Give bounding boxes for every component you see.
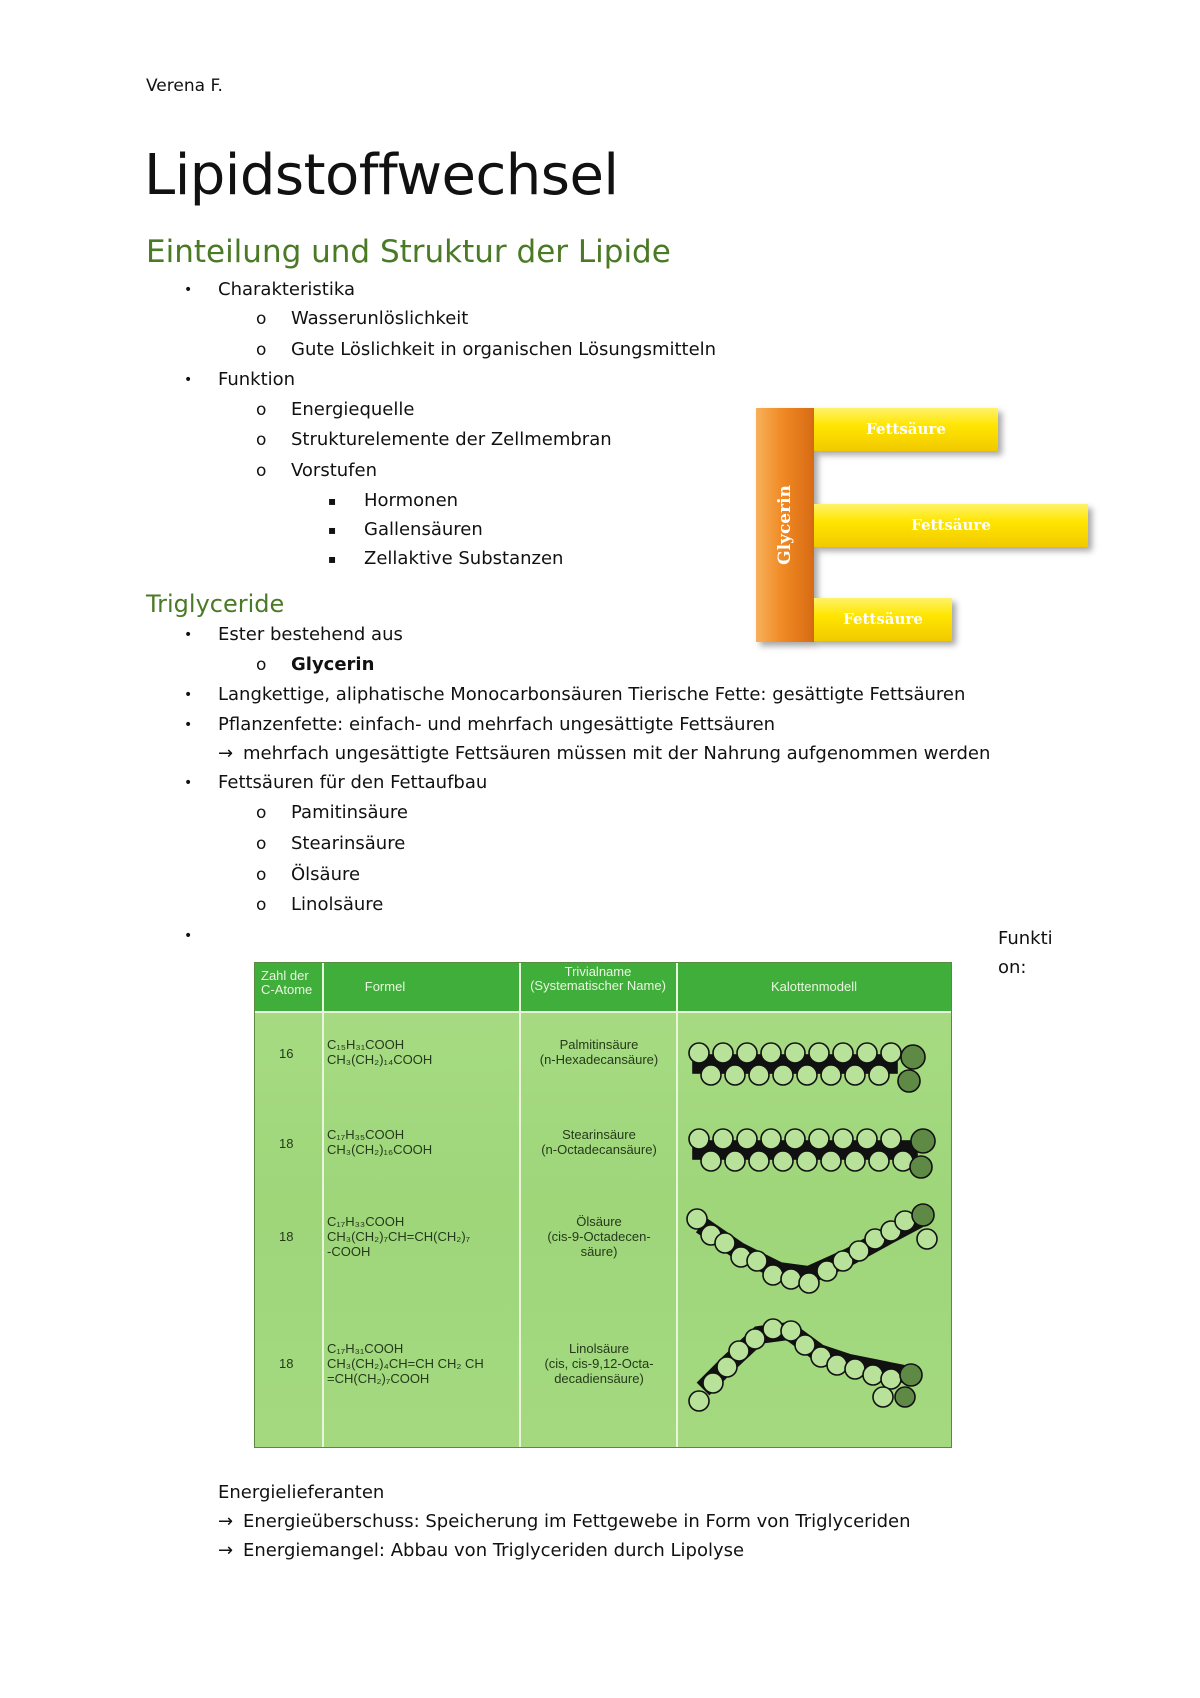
circle-bullet-icon: o — [256, 655, 267, 675]
table-cell-name: (n-Octadecansäure) — [541, 1142, 657, 1157]
table-cell-formel: CH₃(CH₂)₇CH=CH(CH₂)₇ — [327, 1229, 471, 1244]
table-cell-name: (n-Hexadecansäure) — [539, 1052, 659, 1067]
square-bullet-icon: ▪ — [328, 552, 337, 566]
table-cell-name: (cis, cis-9,12-Octa- — [544, 1356, 654, 1371]
circle-bullet-icon: o — [256, 309, 267, 329]
square-bullet-icon: ▪ — [328, 494, 337, 508]
table-cell-c: 16 — [279, 1046, 294, 1061]
circle-bullet-icon: o — [256, 803, 267, 823]
table-header-kalottenmodell: Kalottenmodell — [771, 979, 857, 994]
table-cell-formel: C₁₇H₃₃COOH — [327, 1214, 405, 1229]
list-item-gallensaeuren: Gallensäuren — [364, 519, 483, 540]
table-cell-name: säure) — [580, 1244, 618, 1259]
list-item-ester: Ester bestehend aus — [218, 624, 403, 645]
list-item-langkettige: Langkettige, aliphatische Monocarbonsäuren Tierische Fette: gesättigte Fettsäuren — [218, 684, 966, 705]
list-item-funktion: Funktion — [218, 369, 296, 390]
bullet-icon: • — [184, 627, 193, 643]
list-item-pflanzenfette: Pflanzenfette: einfach- und mehrfach ungesättigte Fettsäuren — [218, 714, 776, 735]
funktion-label-part: on: — [998, 957, 1027, 978]
circle-bullet-icon: o — [256, 400, 267, 420]
molecule-palmitinsaeure — [689, 1043, 925, 1092]
circle-bullet-icon: o — [256, 430, 267, 450]
table-cell-c: 18 — [279, 1136, 294, 1151]
list-item-strukturelemente: Strukturelemente der Zellmembran — [291, 429, 612, 450]
list-item-wasserunloeslichkeit: Wasserunlöslichkeit — [291, 308, 469, 329]
funktion-label — [998, 924, 1053, 982]
bullet-icon: • — [184, 717, 193, 733]
fettsaeure-block: Fettsäure — [814, 598, 952, 641]
circle-bullet-icon: o — [256, 340, 267, 360]
table-cell-c: 18 — [279, 1229, 294, 1244]
table-cell-name: Ölsäure — [576, 1214, 622, 1229]
section-heading-einteilung: Einteilung und Struktur der Lipide — [146, 234, 671, 270]
table-header-formel: Formel — [364, 979, 406, 994]
energiemangel-text: Energiemangel: Abbau von Triglyceriden durch Lipolyse — [243, 1540, 745, 1561]
circle-bullet-icon: o — [256, 865, 267, 885]
bullet-icon: • — [184, 687, 193, 703]
section-heading-triglyceride: Triglyceride — [146, 590, 285, 618]
table-cell-formel: C₁₅H₃₁COOH — [327, 1037, 405, 1052]
list-item-hormonen: Hormonen — [364, 490, 459, 511]
bullet-icon: • — [184, 928, 193, 944]
table-cell-c: 18 — [279, 1356, 294, 1371]
table-cell-formel: CH₃(CH₂)₁₆COOH — [327, 1142, 433, 1157]
funktion-label-part: Funkti — [998, 928, 1053, 949]
bullet-icon: • — [184, 775, 193, 791]
list-item-acid: Stearinsäure — [291, 833, 406, 854]
list-item-zellaktive: Zellaktive Substanzen — [364, 548, 564, 569]
fatty-acid-table — [254, 962, 952, 1448]
table-cell-formel: CH₃(CH₂)₄CH=CH CH₂ CH — [327, 1356, 484, 1371]
arrow-icon: → — [218, 743, 234, 764]
molecule-linolsaeure — [689, 1319, 922, 1411]
list-item-glycerin: Glycerin — [291, 654, 375, 675]
bullet-icon: • — [184, 372, 193, 388]
glycerin-label: Glycerin — [775, 485, 795, 565]
table-divider — [322, 963, 324, 1447]
table-cell-formel: CH₃(CH₂)₁₄COOH — [327, 1052, 433, 1067]
molecule-oelsaeure — [687, 1204, 937, 1293]
list-item-gute-loeslichkeit: Gute Löslichkeit in organischen Lösungsmitteln — [291, 339, 717, 360]
table-cell-formel: -COOH — [327, 1244, 371, 1259]
circle-bullet-icon: o — [256, 461, 267, 481]
list-item-energiequelle: Energiequelle — [291, 399, 415, 420]
list-item-acid: Ölsäure — [291, 864, 361, 885]
energieueberschuss-text: Energieüberschuss: Speicherung im Fettgewebe in Form von Triglyceriden — [243, 1511, 911, 1532]
list-item-fettaufbau: Fettsäuren für den Fettaufbau — [218, 772, 488, 793]
table-cell-formel: C₁₇H₃₁COOH — [327, 1341, 404, 1356]
energielieferanten-label: Energielieferanten — [218, 1482, 385, 1503]
kalottenmodell-images — [679, 1013, 951, 1447]
list-item-charakteristika: Charakteristika — [218, 279, 355, 300]
bullet-icon: • — [184, 282, 193, 298]
circle-bullet-icon: o — [256, 895, 267, 915]
table-cell-formel: C₁₇H₃₅COOH — [327, 1127, 405, 1142]
arrow-icon: → — [218, 1540, 234, 1561]
list-item-vorstufen: Vorstufen — [291, 460, 377, 481]
page-title: Lipidstoffwechsel — [144, 143, 619, 208]
square-bullet-icon: ▪ — [328, 523, 337, 537]
table-cell-name: (cis-9-Octadecen- — [547, 1229, 651, 1244]
table-cell-name: decadiensäure) — [554, 1371, 644, 1386]
table-cell-name: Palmitinsäure — [559, 1037, 639, 1052]
table-header-c-atome: Zahl der C-Atome — [261, 968, 313, 997]
fettsaeure-block: Fettsäure — [814, 408, 998, 451]
fettsaeure-block: Fettsäure — [814, 504, 1088, 547]
table-cell-name: Linolsäure — [569, 1341, 629, 1356]
author-name: Verena F. — [146, 76, 223, 96]
table-header-trivialname: Trivialname (Systematischer Name) — [530, 964, 666, 993]
molecule-stearinsaeure — [689, 1129, 935, 1178]
list-item-mehrfach: mehrfach ungesättigte Fettsäuren müssen mit der Nahrung aufgenommen werden — [243, 743, 991, 764]
list-item-acid: Linolsäure — [291, 894, 384, 915]
table-cell-name: Stearinsäure — [562, 1127, 636, 1142]
table-cell-formel: =CH(CH₂)₇COOH — [327, 1371, 430, 1386]
arrow-icon: → — [218, 1511, 234, 1532]
circle-bullet-icon: o — [256, 834, 267, 854]
list-item-acid: Pamitinsäure — [291, 802, 408, 823]
